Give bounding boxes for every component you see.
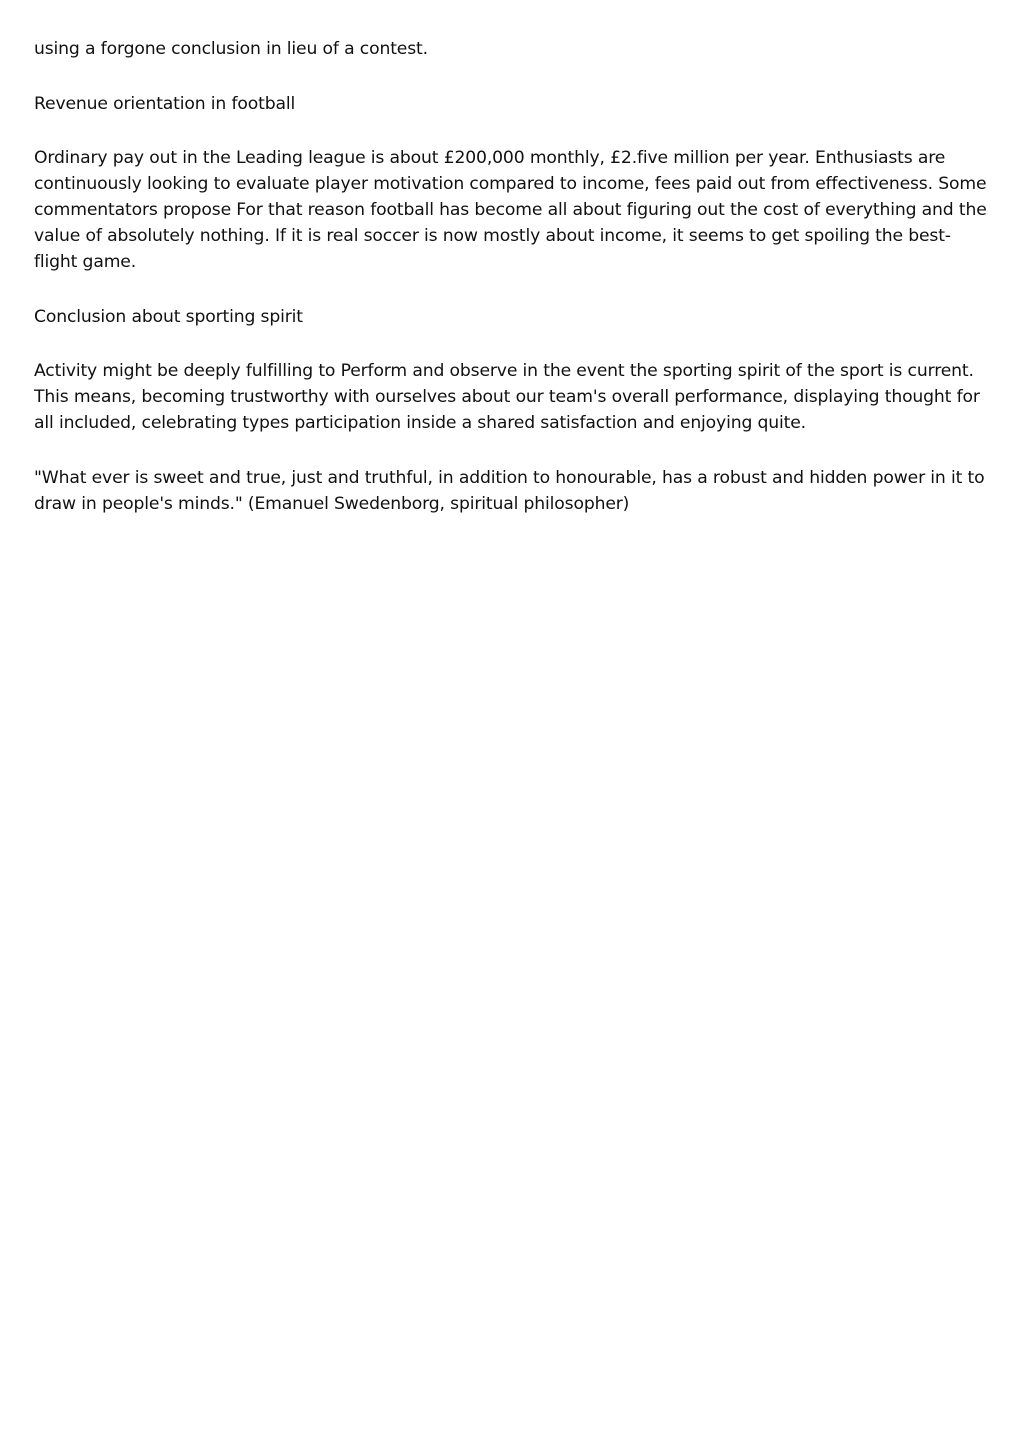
paragraph-continuation: using a forgone conclusion in lieu of a contest. (34, 39, 428, 59)
quote-swedenborg: "What ever is sweet and true, just and truthful, in addition to honourable, has a robust and hidden power in it to draw in people's minds." (Emanuel Swedenborg, spiritual philosopher) (34, 467, 985, 514)
document-page (34, 36, 994, 545)
paragraph-sporting-spirit: Activity might be deeply fulfilling to Perform and observe in the event the sporting spirit of the sport is current. This means, becoming trustworthy with ourselves about our team's overall performance, displaying thought for all included, celebrating types participation inside a shared satisfaction and enjoying quite. (34, 361, 980, 433)
section-heading-revenue-orientation: Revenue orientation in football (34, 93, 296, 114)
section-heading-conclusion: Conclusion about sporting spirit (34, 306, 303, 327)
paragraph-revenue: Ordinary pay out in the Leading league is about £200,000 monthly, £2.five million per year. Enthusiasts are continuously looking to evaluate player motivation compared to income, fees paid out from effectiveness. Some commentators propose For that reason football has become all about figuring out the cost of everything and the value of absolutely nothing. If it is real soccer is now mostly about income, it seems to get spoiling the best-flight game. (34, 148, 987, 272)
